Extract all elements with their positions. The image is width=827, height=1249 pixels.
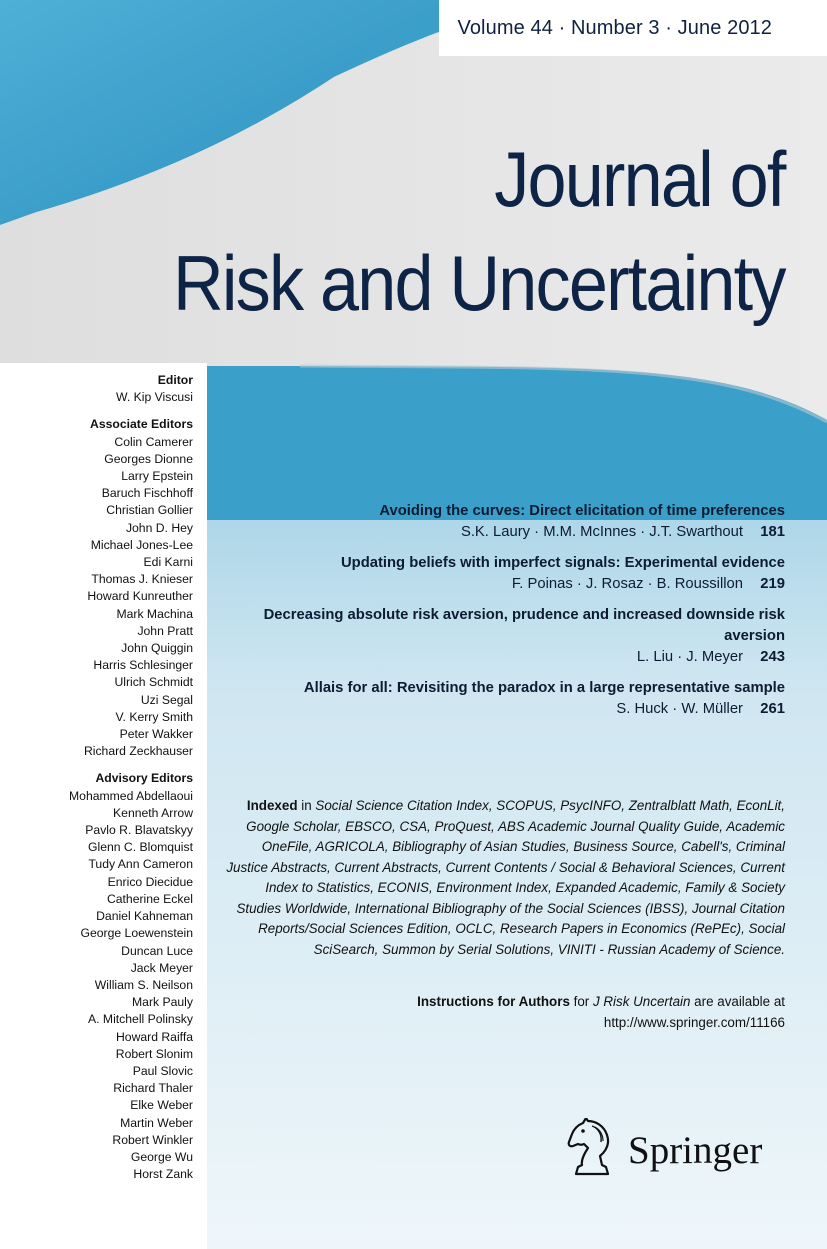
editor-name: Michael Jones-Lee <box>90 537 193 552</box>
issue-banner <box>439 0 827 56</box>
editorial-board <box>0 363 207 1249</box>
article-page-number: 219 <box>760 576 785 592</box>
article-page-number: 181 <box>760 524 785 540</box>
article-entry[interactable] <box>225 553 785 595</box>
article-entry[interactable] <box>225 678 785 720</box>
editor-name: Christian Gollier <box>106 503 193 518</box>
issue-info: Volume 44 · Number 3 · June 2012 <box>457 17 772 39</box>
editor-name: Harris Schlesinger <box>93 658 193 673</box>
editor-name: William S. Neilson <box>94 977 193 992</box>
editor-name: Baruch Fischhoff <box>101 486 193 501</box>
editor-name: Richard Thaler <box>113 1081 193 1096</box>
associate-editors-list <box>69 434 193 761</box>
editor-name: V. Kerry Smith <box>115 709 193 724</box>
associate-editors-heading: Associate Editors <box>90 417 193 432</box>
article-entry[interactable] <box>225 501 785 543</box>
article-authors: S. Huck · W. Müller <box>616 701 743 717</box>
editor-name: Tudy Ann Cameron <box>88 857 193 872</box>
editor-name: Robert Winkler <box>112 1132 193 1147</box>
editor-name: Georges Dionne <box>104 451 193 466</box>
editor-name: Enrico Diecidue <box>107 874 193 889</box>
editor-name: Kenneth Arrow <box>113 805 193 820</box>
editor-name: A. Mitchell Polinsky <box>88 1012 193 1027</box>
editor-name: Mohammed Abdellaoui <box>69 788 193 803</box>
editor-name: Ulrich Schmidt <box>114 675 193 690</box>
editor-name: Duncan Luce <box>121 943 193 958</box>
article-title: Updating beliefs with imperfect signals: Experimental evidence <box>340 555 785 571</box>
article-entry[interactable] <box>225 605 785 668</box>
indexing-services: Social Science Citation Index, SCOPUS, PsycINFO, Zentralblatt Math, EconLit, Google Scholar, EBSCO, CSA, ProQuest, ABS Academic Journal Quality Guide, Academic OneFile, AGRICOLA, Bibliography of Asian Studies, Business Source, Cabell's, Criminal Justice Abstracts, Current Abstracts, Current Contents / Social & Behavioral Sciences, Current Index to Statistics, ECONIS, Environment Index, Expanded Academic, Family & Society Studies Worldwide, International Bibliography of the Social Sciences (IBSS), Journal Citation Reports/Social Sciences Edition, OCLC, Research Papers in Economics (RePEc), Social SciSearch, Summon by Serial Solutions, VINITI - Russian Academy of Science. <box>226 798 785 957</box>
editor-name: John Pratt <box>137 623 193 638</box>
editor-name: Horst Zank <box>133 1167 193 1182</box>
article-title: Avoiding the curves: Direct elicitation of time preferences <box>379 503 785 519</box>
editor-name: George Loewenstein <box>80 926 193 941</box>
author-instructions: Instructions for Authors for J Risk Uncertain are available at http://www.springer.com/11166 <box>417 991 785 1033</box>
editor-name: Edi Karni <box>143 555 193 570</box>
journal-title-line2: Risk and Uncertainty <box>173 239 785 327</box>
editor-name: Daniel Kahneman <box>96 909 193 924</box>
editor-name: Howard Raiffa <box>116 1029 193 1044</box>
editor-heading: Editor <box>157 373 193 387</box>
knight-horse-icon <box>566 1118 618 1176</box>
editor-name: Uzi Segal <box>140 692 193 707</box>
publisher-name: Springer <box>628 1129 763 1172</box>
instructions-url[interactable]: http://www.springer.com/11166 <box>603 1015 785 1030</box>
article-page-number: 261 <box>760 701 785 717</box>
editor-name: Peter Wakker <box>119 727 193 742</box>
advisory-editors-list <box>69 788 193 1184</box>
article-authors: L. Liu · J. Meyer <box>636 649 743 665</box>
article-authors: S.K. Laury · M.M. McInnes · J.T. Swarthout <box>460 524 743 540</box>
editor-name: Martin Weber <box>120 1115 193 1130</box>
editor-name: Mark Machina <box>116 606 193 621</box>
table-of-contents <box>225 501 785 730</box>
article-authors: F. Poinas · J. Rosaz · B. Roussillon <box>511 576 743 592</box>
editor-name: Howard Kunreuther <box>87 589 193 604</box>
editorial-board-list <box>69 372 193 1183</box>
editor-name: Pavlo R. Blavatskyy <box>85 823 193 838</box>
instructions-label: Instructions for Authors <box>417 994 570 1009</box>
publisher-logo <box>566 1118 786 1178</box>
editor-name: Glenn C. Blomquist <box>88 840 193 855</box>
editor-name: John D. Hey <box>125 520 193 535</box>
indexed-label: Indexed <box>246 798 298 813</box>
editor-name: W. Kip Viscusi <box>116 390 193 405</box>
editor-name: Catherine Eckel <box>106 891 193 906</box>
article-title: Decreasing absolute risk aversion, prudence and increased downside risk aversion <box>263 607 785 644</box>
editor-name: Larry Epstein <box>121 469 193 484</box>
editor-name: Paul Slovic <box>132 1063 193 1078</box>
editor-name: Richard Zeckhauser <box>83 744 193 759</box>
editor-name: John Quiggin <box>121 641 193 656</box>
journal-title-line1: Journal of <box>494 135 785 223</box>
editor-name: Elke Weber <box>130 1098 193 1113</box>
journal-abbreviation: J Risk Uncertain <box>592 994 691 1009</box>
editor-name: George Wu <box>130 1149 193 1164</box>
editor-name: Thomas J. Knieser <box>91 572 193 587</box>
article-page-number: 243 <box>760 649 785 665</box>
advisory-editors-heading: Advisory Editors <box>95 771 193 786</box>
editor-name: Robert Slonim <box>115 1046 193 1061</box>
editor-name: Colin Camerer <box>114 434 193 449</box>
editor-name: Jack Meyer <box>130 960 193 975</box>
editor-name: Mark Pauly <box>132 995 193 1010</box>
indexing-statement: Indexed in Social Science Citation Index, SCOPUS, PsycINFO, Zentralblatt Math, EconLit, Google Scholar, EBSCO, CSA, ProQuest, ABS Academic Journal Quality Guide, Academic OneFile, AGRICOLA, Bibliography of Asian Studies, Business Source, Cabell's, Criminal Justice Abstracts, Current Abstracts, Current Contents / Social & Behavioral Sciences, Current Index to Statistics, ECONIS, Environment Index, Expanded Academic, Family & Society Studies Worldwide, International Bibliography of the Social Sciences (IBSS), Journal Citation Reports/Social Sciences Edition, OCLC, Research Papers in Economics (RePEc), Social SciSearch, Summon by Serial Solutions, VINITI - Russian Academy of Science. <box>226 798 785 957</box>
article-title: Allais for all: Revisiting the paradox in a large representative sample <box>303 680 785 696</box>
